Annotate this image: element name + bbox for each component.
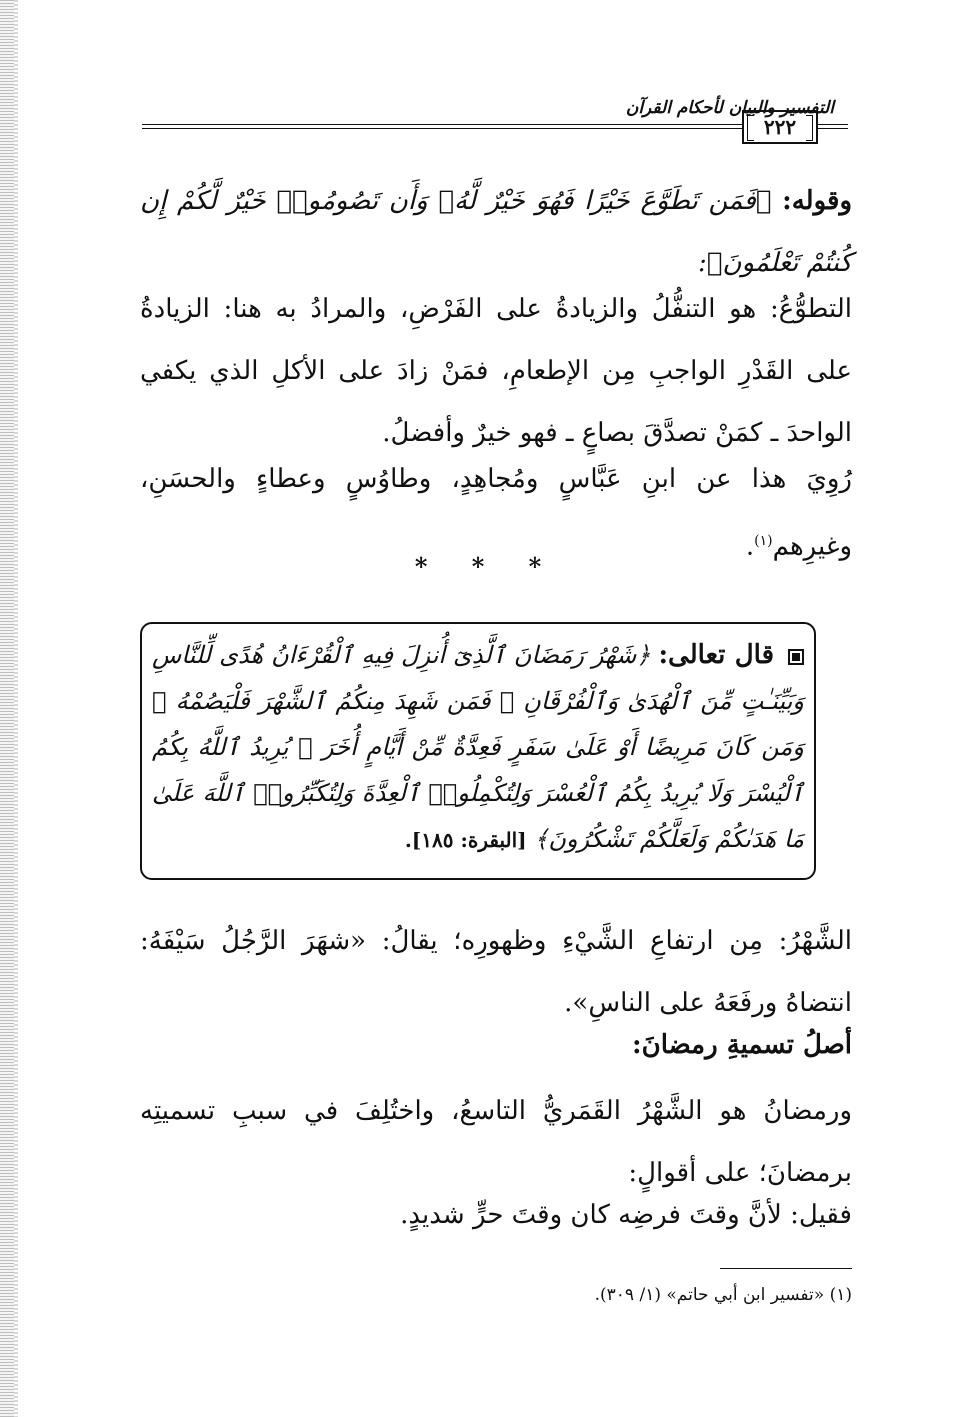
header-rule: [818, 128, 848, 129]
paragraph-ramadan: ورمضانُ هو الشَّهْرُ القَمَريُّ التاسعُ، واختُلِفَ في سببِ تسميتِه برمضانَ؛ على أقوالٍ:: [140, 1096, 852, 1188]
scan-edge-inner: [14, 0, 18, 1417]
paragraph-verse-intro: [140, 170, 852, 294]
paragraph-definition: التطوُّعُ: هو التنفُّلُ والزيادةُ على الفَرْضِ، والمرادُ به هنا: الزيادةُ على القَدْرِ الواجبِ مِن الإطعامِ، فمَنْ زادَ على الأكلِ الذي يكفي الواحدَ ـ كمَنْ تصدَّقَ بصاعٍ ـ فهو خيرٌ وأفضلُ.: [140, 294, 852, 448]
quran-quote: ﴿فَمَن تَطَوَّعَ خَيْرًا فَهُوَ خَيْرٌ لَّهُۥ وَأَن تَصُومُوا۟ خَيْرٌ لَّكُمْ إِن كُنتُمْ تَعْلَمُونَ﴾:: [140, 186, 852, 278]
footnote-rule: [720, 1268, 852, 1269]
verse-intro: قال تعالى:: [658, 640, 774, 670]
narration-text: رُوِيَ هذا عن ابنِ عَبَّاسٍ ومُجاهِدٍ، وطاوُسٍ وعطاءٍ والحسَنِ، وغيرِهم: [140, 464, 852, 562]
page-number: ٢٢٢: [742, 110, 818, 144]
footnote: (١) «تفسير ابن أبي حاتم» (١/ ٣٠٩).: [594, 1285, 852, 1305]
paragraph-shahr: الشَّهْرُ: مِن ارتفاعِ الشَّيْءِ وظهورِه؛ يقالُ: «شهَرَ الرَّجُلُ سَيْفَهُ: انتضاهُ ورفَعَهُ على الناسِ».: [140, 926, 852, 1018]
scan-edge: [0, 0, 14, 1417]
paragraph-reason: فقيل: لأنَّ وقتَ فرضِه كان وقتَ حرٍّ شديدٍ.: [400, 1200, 852, 1230]
header-rule: [142, 128, 742, 129]
running-header-title: التفسير والبيان لأحكام القرآن: [625, 98, 834, 118]
header-rule: [818, 124, 848, 125]
paragraph-lead: وقوله:: [782, 186, 852, 216]
ornament-icon: [788, 649, 804, 665]
header-rule: [142, 124, 742, 125]
section-subheading: أصلُ تسميةِ رمضانَ:: [632, 1030, 852, 1060]
verse-box-text: [152, 632, 804, 863]
section-separator: * * *: [414, 552, 560, 581]
verse-reference: [البقرة: ١٨٥].: [404, 828, 527, 852]
verse-text: ﴿شَهْرُ رَمَضَانَ ٱلَّذِىٓ أُنزِلَ فِيهِ ٱلْقُرْءَانُ هُدًى لِّلنَّاسِ وَبَيِّنَـٰتٍ مِّنَ ٱلْهُدَىٰ وَٱلْفُرْقَانِ ۚ فَمَن شَهِدَ مِنكُمُ ٱلشَّهْرَ فَلْيَصُمْهُ ۖ وَمَن كَانَ مَرِيضًا أَوْ عَلَىٰ سَفَرٍ فَعِدَّةٌ مِّنْ أَيَّامٍ أُخَرَ ۗ يُرِيدُ ٱللَّهُ بِكُمُ ٱلْيُسْرَ وَلَا يُرِيدُ بِكُمُ ٱلْعُسْرَ وَلِتُكْمِلُوا۟ ٱلْعِدَّةَ وَلِتُكَبِّرُوا۟ ٱللَّهَ عَلَىٰ مَا هَدَىٰكُمْ وَلَعَلَّكُمْ تَشْكُرُونَ﴾: [152, 641, 804, 853]
footnote-marker: (١): [754, 533, 773, 549]
narration-end: .: [745, 531, 755, 562]
